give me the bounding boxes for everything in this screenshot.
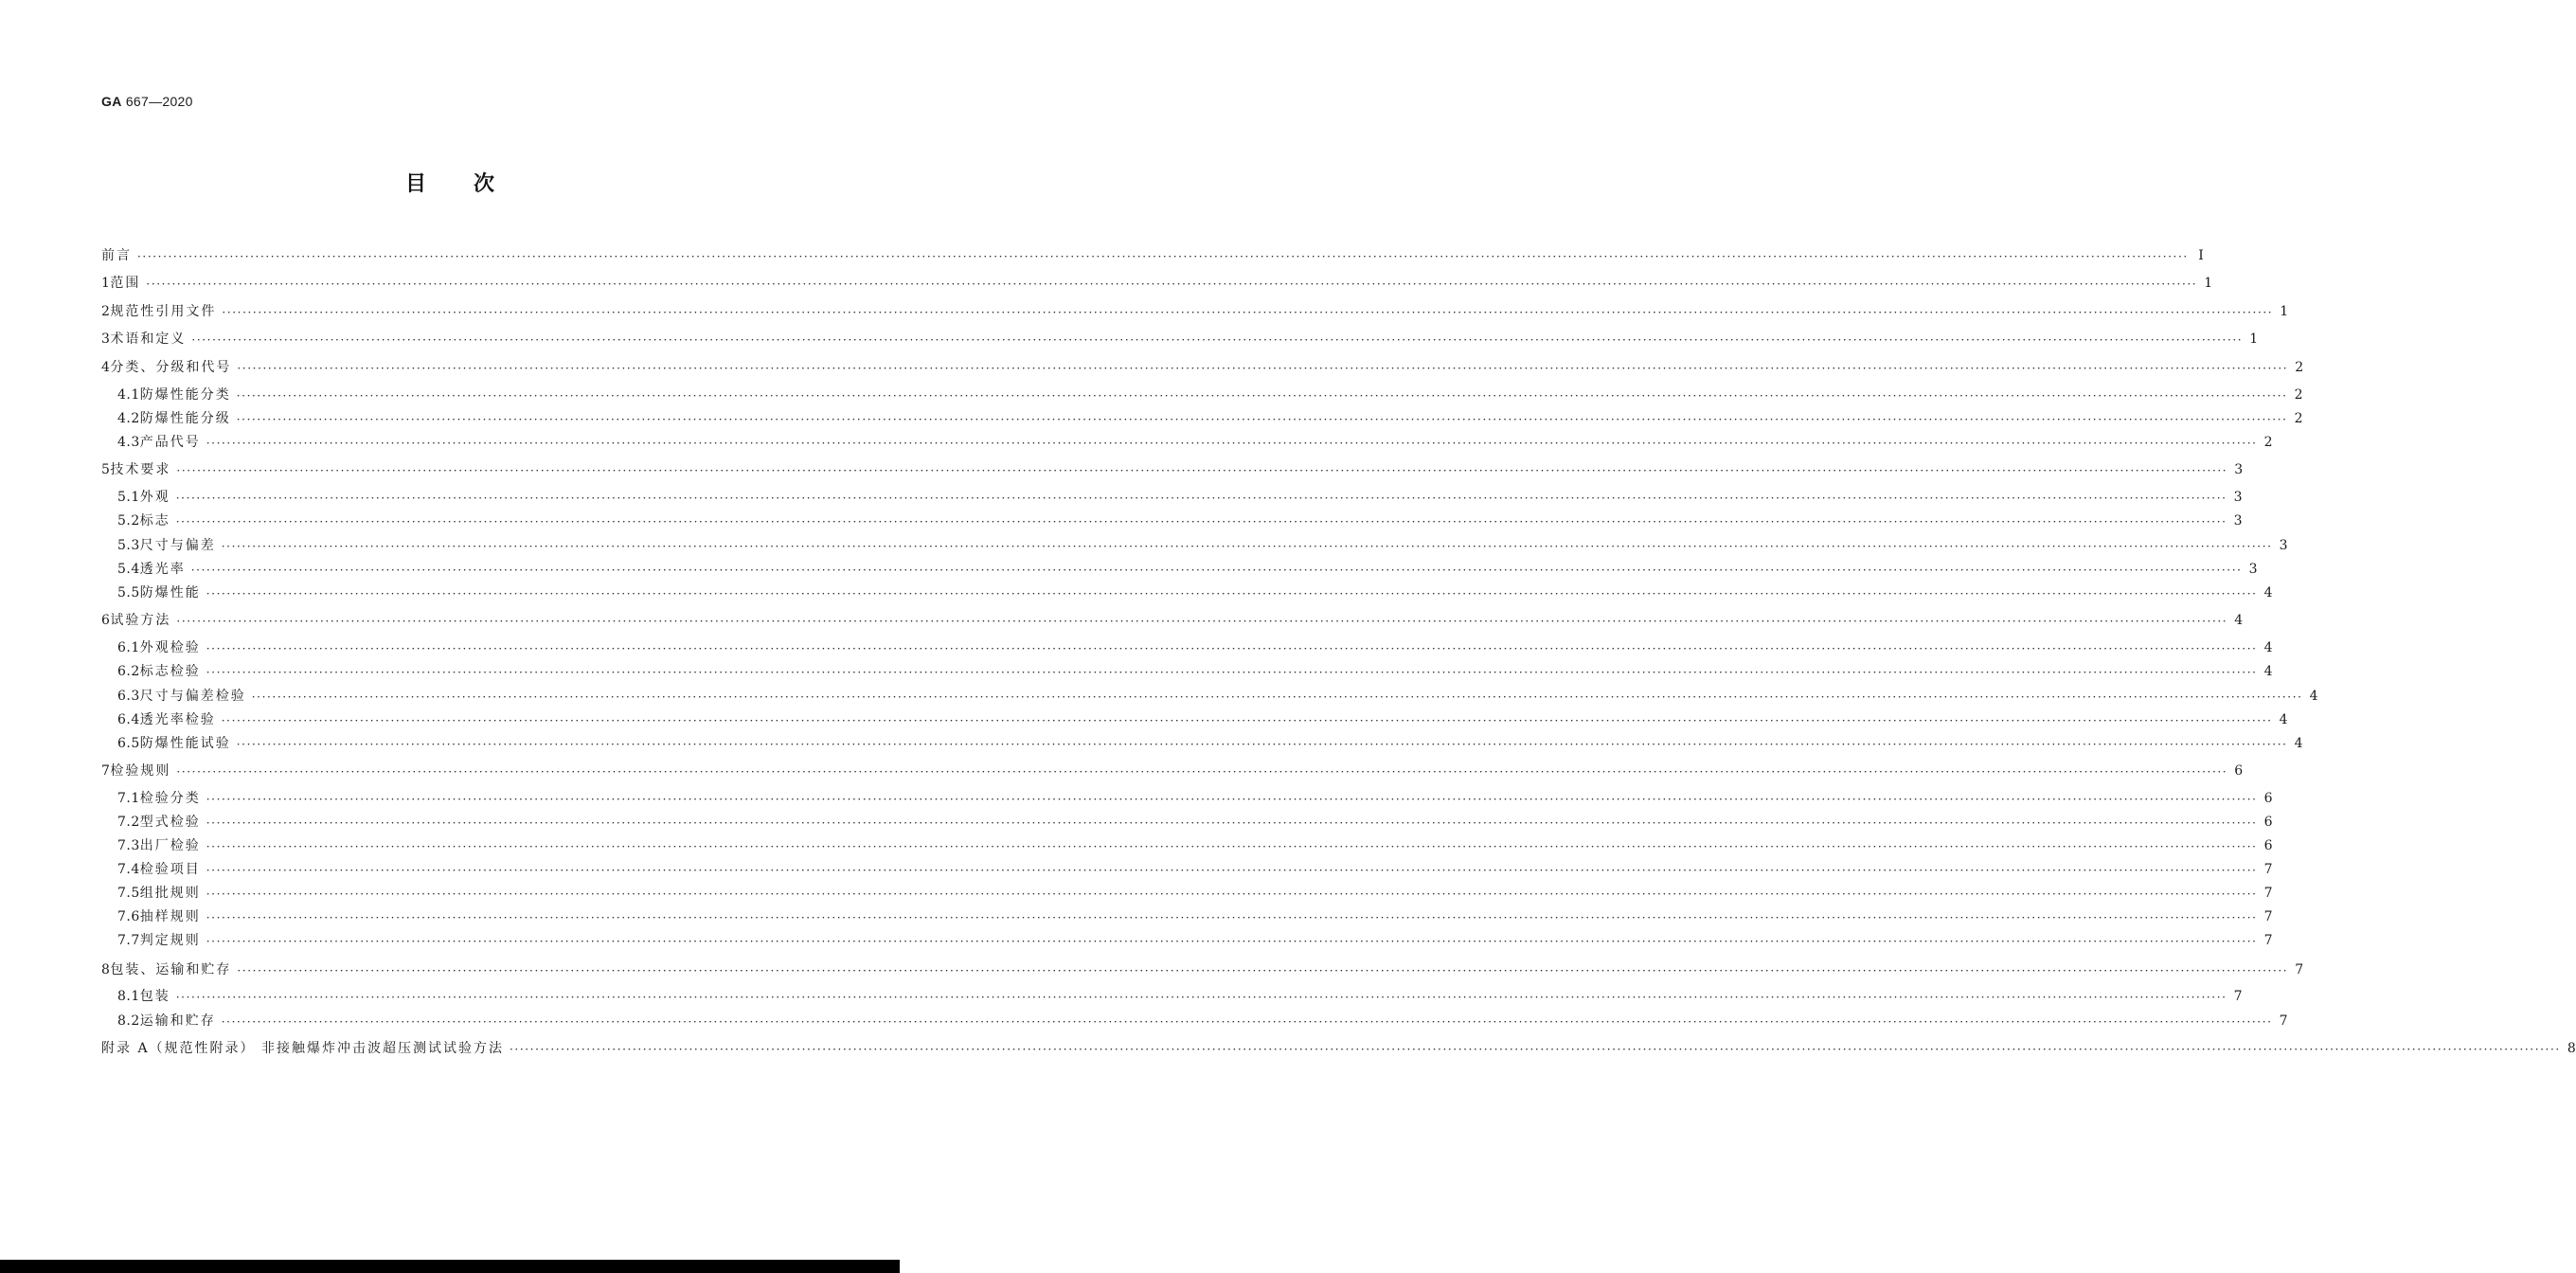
page-bottom-edge — [0, 1260, 900, 1273]
toc-entry-number: 6.5 — [117, 736, 140, 751]
toc-entry-label: 外观检验 — [139, 640, 201, 655]
toc-entry-number: 8.1 — [117, 989, 140, 1004]
toc-entry[interactable] — [117, 883, 2273, 904]
toc-leader-dots: ················································································································································································································································································································································································································ — [176, 765, 2228, 779]
toc-entry-number: 5.1 — [117, 490, 140, 505]
toc-entry[interactable] — [117, 709, 2288, 730]
toc-entry-label: 防爆性能分类 — [139, 387, 231, 403]
toc-entry-page: 4 — [2279, 712, 2288, 727]
toc-entry-label: 包装、运输和贮存 — [110, 962, 232, 977]
toc-entry-number: 7.4 — [117, 862, 140, 877]
toc-entry[interactable] — [117, 661, 2273, 682]
toc-entry[interactable] — [101, 459, 2244, 480]
toc-entry-label: 运输和贮存 — [139, 1013, 216, 1029]
toc-entry[interactable] — [101, 329, 2259, 350]
toc-entry-number: 4.2 — [117, 411, 140, 426]
toc-entry-page: 7 — [2279, 1013, 2288, 1029]
toc-entry-label: 防爆性能 — [139, 585, 201, 601]
toc-entry-number: 1 — [101, 276, 111, 291]
toc-entry-number: 4.3 — [117, 435, 140, 450]
toc-leader-dots: ················································································································································································································································································································································································································ — [221, 1015, 2273, 1029]
toc-entry-number: 4.1 — [117, 387, 140, 403]
toc-entry[interactable] — [117, 1011, 2288, 1031]
toc-entry-label: 判定规则 — [139, 933, 201, 948]
toc-entry-page: 7 — [2263, 933, 2273, 948]
toc-entry-label: 标志 — [139, 513, 170, 529]
toc-entry-number: 6.1 — [117, 640, 140, 655]
toc-entry-label: 附录 A（规范性附录） 非接触爆炸冲击波超压测试试验方法 — [101, 1041, 505, 1056]
toc-entry-label: 防爆性能分级 — [139, 411, 231, 426]
toc-entry[interactable] — [117, 385, 2303, 405]
toc-entry[interactable] — [117, 788, 2273, 809]
standard-code-prefix: GA — [101, 94, 122, 109]
toc-leader-dots: ················································································································································································································································································································································································································ — [222, 306, 2274, 319]
toc-entry-label: 术语和定义 — [110, 332, 187, 347]
toc-entry[interactable] — [117, 408, 2303, 429]
toc-entry[interactable] — [117, 835, 2273, 856]
toc-entry-number: 7.6 — [117, 909, 140, 924]
page-title-part1: 目 — [404, 172, 426, 196]
toc-entry-number: 7.7 — [117, 933, 140, 948]
toc-entry-label: 试验方法 — [110, 613, 171, 628]
toc-entry-label: 标志检验 — [139, 664, 201, 679]
toc-entry[interactable] — [117, 432, 2273, 453]
toc-entry-label: 型式检验 — [139, 815, 201, 830]
toc-entry-number: 4 — [101, 360, 111, 375]
toc-entry-page: 4 — [2294, 736, 2303, 751]
toc-entry-label: 检验分类 — [139, 791, 201, 806]
toc-entry-label: 抽样规则 — [139, 909, 201, 924]
toc-entry-page: 3 — [2233, 513, 2243, 529]
toc-entry-label: 前言 — [101, 248, 132, 263]
toc-entry-number: 2 — [101, 304, 111, 319]
toc-entry[interactable] — [117, 812, 2273, 833]
toc-entry-label: 出厂检验 — [139, 838, 201, 853]
toc-entry[interactable] — [117, 859, 2273, 880]
standard-code-number: 667—2020 — [125, 94, 193, 109]
toc-leader-dots: ················································································································································································································································································································································································································ — [137, 250, 2189, 263]
toc-entry[interactable] — [117, 686, 2318, 707]
toc-leader-dots: ················································································································································································································································································································································································································ — [510, 1043, 2561, 1056]
toc-leader-dots: ················································································································································································································································································································································································································ — [221, 714, 2273, 727]
toc-entry-number: 5.4 — [117, 562, 140, 577]
toc-entry-page: 6 — [2263, 838, 2273, 853]
toc-entry-number: 6.3 — [117, 689, 140, 704]
toc-entry[interactable] — [117, 511, 2243, 531]
toc-entry-number: 6 — [101, 613, 111, 628]
toc-leader-dots: ················································································································································································································································································································································································································ — [175, 515, 2227, 529]
toc-entry-label: 透光率检验 — [139, 712, 216, 727]
toc-entry-page: 1 — [2249, 332, 2259, 347]
toc-leader-dots: ················································································································································································································································································································································································································ — [206, 437, 2258, 450]
toc-entry-page: 4 — [2263, 640, 2273, 655]
toc-entry[interactable] — [101, 610, 2244, 631]
toc-entry-page: 2 — [2294, 387, 2303, 403]
toc-entry-number: 6.4 — [117, 712, 140, 727]
toc-entry-label: 防爆性能试验 — [139, 736, 231, 751]
toc-entry-number: 7.2 — [117, 815, 140, 830]
toc-leader-dots: ················································································································································································································································································································································································································ — [176, 464, 2228, 477]
toc-leader-dots: ················································································································································································································································································································································································································ — [206, 666, 2258, 679]
toc-entry-page: 4 — [2234, 613, 2244, 628]
toc-entry[interactable] — [101, 245, 2204, 266]
toc-leader-dots: ················································································································································································································································································································································································································ — [236, 389, 2288, 403]
toc-entry[interactable] — [101, 273, 2213, 294]
toc-entry[interactable] — [117, 986, 2243, 1007]
toc-entry[interactable] — [117, 487, 2243, 508]
toc-entry-label: 尺寸与偏差检验 — [139, 689, 246, 704]
toc-entry-label: 透光率 — [139, 562, 186, 577]
toc-entry-label: 外观 — [139, 490, 170, 505]
toc-entry-label: 分类、分级和代号 — [110, 360, 232, 375]
toc-entry-number: 5.5 — [117, 585, 140, 601]
toc-entry-number: 3 — [101, 332, 111, 347]
toc-entry-page: Ⅰ — [2198, 248, 2204, 263]
toc-entry-page: 4 — [2263, 585, 2273, 601]
toc-entry-number: 5.2 — [117, 513, 140, 529]
toc-entry[interactable] — [101, 761, 2244, 781]
toc-entry-page: 2 — [2263, 435, 2273, 450]
toc-entry-page: 8 — [2567, 1041, 2576, 1056]
toc-entry-label: 检验项目 — [139, 862, 201, 877]
toc-entry-page: 6 — [2263, 815, 2273, 830]
toc-leader-dots: ················································································································································································································································································································································································································ — [206, 935, 2258, 948]
toc-entry-label: 范围 — [110, 276, 141, 291]
toc-entry-number: 7.1 — [117, 791, 140, 806]
toc-entry-number: 8 — [101, 962, 111, 977]
toc-entry-label: 包装 — [139, 989, 170, 1004]
toc-entry-page: 4 — [2309, 689, 2318, 704]
toc-entry-label: 组批规则 — [139, 886, 201, 901]
toc-entry-number: 5 — [101, 462, 111, 477]
toc-leader-dots: ················································································································································································································································································································································································································ — [221, 540, 2273, 553]
toc-entry-page: 1 — [2280, 304, 2289, 319]
toc-entry-page: 1 — [2204, 276, 2213, 291]
toc-leader-dots: ················································································································································································································································································································································································································ — [175, 991, 2227, 1004]
toc-entry[interactable] — [101, 357, 2304, 378]
toc-entry-label: 产品代号 — [139, 435, 201, 450]
toc-entry-number: 6.2 — [117, 664, 140, 679]
toc-entry-number: 8.2 — [117, 1013, 140, 1029]
toc-entry-label: 技术要求 — [110, 462, 171, 477]
toc-leader-dots: ················································································································································································································································································································································································································ — [206, 888, 2258, 901]
toc-leader-dots: ················································································································································································································································································································································································································ — [206, 816, 2258, 830]
toc-entry[interactable] — [117, 535, 2288, 556]
toc-entry-page: 7 — [2233, 989, 2243, 1004]
toc-entry[interactable] — [117, 733, 2303, 754]
toc-leader-dots: ················································································································································································································································································································································································································ — [237, 362, 2289, 375]
toc-leader-dots: ················································································································································································································································································································································································································ — [206, 840, 2258, 853]
toc-entry[interactable] — [117, 559, 2258, 580]
toc-entry-page: 2 — [2294, 411, 2303, 426]
toc-entry[interactable] — [101, 959, 2304, 980]
toc-entry-number: 7 — [101, 763, 111, 779]
toc-entry-page: 3 — [2248, 562, 2258, 577]
toc-entry-label: 规范性引用文件 — [110, 304, 217, 319]
toc-entry-page: 7 — [2295, 962, 2304, 977]
toc-leader-dots: ················································································································································································································································································································································································································ — [190, 564, 2243, 577]
toc-entry-label: 尺寸与偏差 — [139, 538, 216, 553]
toc-leader-dots: ················································································································································································································································································································································································································ — [206, 642, 2258, 655]
toc-leader-dots: ················································································································································································································································································································································································································ — [146, 278, 2198, 291]
toc-leader-dots: ················································································································································································································································································································································································································ — [237, 964, 2289, 977]
toc-entry-label: 检验规则 — [110, 763, 171, 779]
toc-entry[interactable] — [101, 301, 2289, 322]
toc-entry-number: 5.3 — [117, 538, 140, 553]
page-title-part2: 次 — [474, 172, 495, 196]
toc-leader-dots: ················································································································································································································································································································································································································ — [206, 587, 2258, 601]
toc-leader-dots: ················································································································································································································································································································································································································ — [191, 333, 2244, 347]
toc-leader-dots: ················································································································································································································································································································································································································ — [251, 690, 2303, 704]
toc-leader-dots: ················································································································································································································································································································································································································ — [176, 615, 2228, 628]
toc-entry-page: 2 — [2295, 360, 2304, 375]
toc-leader-dots: ················································································································································································································································································································································································································ — [206, 864, 2258, 877]
toc-leader-dots: ················································································································································································································································································································································································································ — [175, 492, 2227, 505]
toc-entry[interactable] — [117, 906, 2273, 927]
toc-entry[interactable] — [117, 583, 2273, 603]
toc-leader-dots: ················································································································································································································································································································································································································ — [206, 911, 2258, 924]
toc-entry-page: 7 — [2263, 909, 2273, 924]
toc-entry-page: 4 — [2263, 664, 2273, 679]
toc-leader-dots: ················································································································································································································································································································································································································ — [206, 793, 2258, 806]
toc-leader-dots: ················································································································································································································································································································································································································ — [236, 413, 2288, 426]
toc-entry-number: 7.5 — [117, 886, 140, 901]
toc-entry[interactable] — [101, 1038, 2576, 1059]
toc-entry-page: 6 — [2263, 791, 2273, 806]
toc-entry-page: 7 — [2263, 886, 2273, 901]
toc-entry[interactable] — [117, 637, 2273, 658]
toc-entry-page: 3 — [2234, 462, 2244, 477]
toc-entry-page: 3 — [2233, 490, 2243, 505]
toc-entry-number: 7.3 — [117, 838, 140, 853]
toc-leader-dots: ················································································································································································································································································································································································································ — [236, 738, 2288, 751]
toc-entry-page: 7 — [2263, 862, 2273, 877]
toc-entry[interactable] — [117, 930, 2273, 951]
toc-entry-page: 6 — [2234, 763, 2244, 779]
toc-entry-page: 3 — [2279, 538, 2288, 553]
